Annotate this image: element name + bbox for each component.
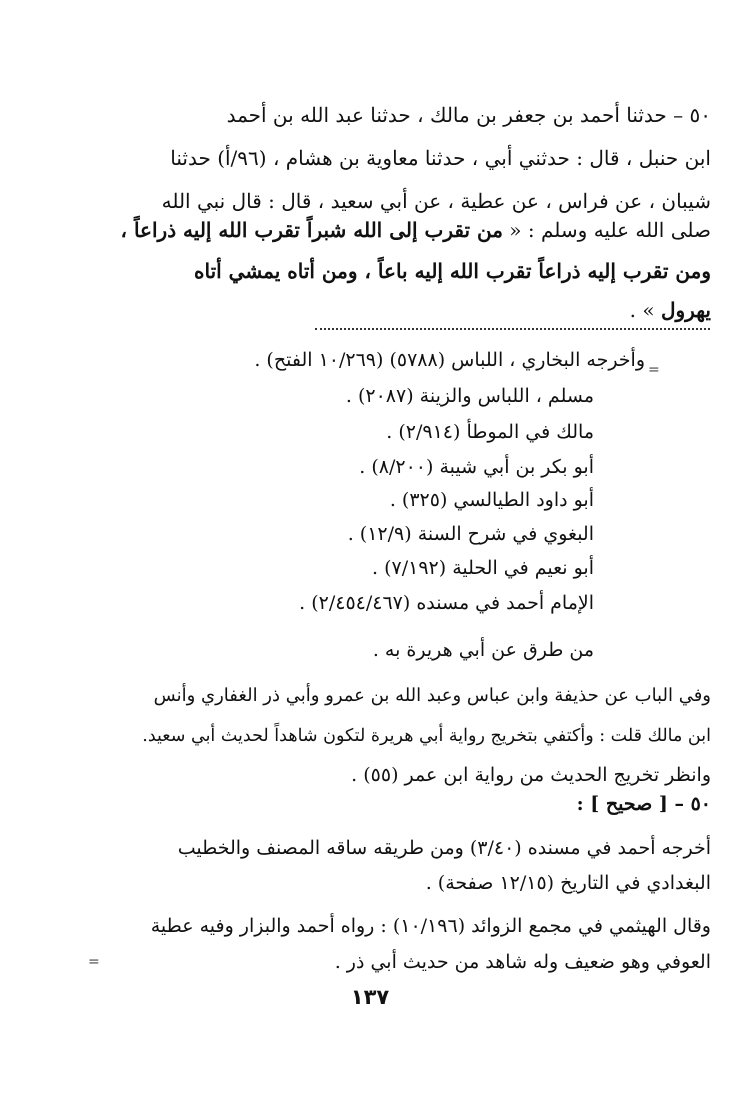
footnote-line-10: وفي الباب عن حذيفة وابن عباس وعبد الله بن عمرو وأبي ذر الغفاري وأنس [153,685,711,706]
footnote-line-12: وانظر تخريج الحديث من رواية ابن عمر (٥٥) . [351,764,711,786]
hadith-closing: » . [629,298,655,322]
footnote-line-15: البغدادي في التاريخ (١٢/١٥ صفحة) . [425,872,711,894]
hadith-line-2: ابن حنبل ، قال : حدثني أبي ، حدثنا معاوية بن هشام ، (٩٦/أ) حدثنا [170,146,711,170]
margin-mark: = [648,362,660,378]
hadith-line-5: ومن تقرب إليه ذراعاً تقرب الله إليه باعاً ، ومن أتاه يمشي أتاه [194,259,711,283]
footnote-line-1: وأخرجه البخاري ، اللباس (٥٧٨٨) (١٠/٢٦٩ الفتح) . [254,349,645,371]
hadith-intro: صلى الله عليه وسلم : « [509,218,711,242]
footnote-line-4: أبو بكر بن أبي شيبة (٨/٢٠٠) . [359,456,594,478]
margin-mark: = [88,954,100,970]
footnote-line-3: مالك في الموطأ (٢/٩١٤) . [386,421,594,443]
footnote-line-8: الإمام أحمد في مسنده (٢/٤٥٤/٤٦٧) . [299,592,594,614]
hadith-line-6 [630,295,711,325]
footnote-line-17: العوفي وهو ضعيف وله شاهد من حديث أبي ذر . [334,951,711,973]
footnote-line-2: مسلم ، اللباس والزينة (٢٠٨٧) . [345,385,594,407]
footnote-separator [315,328,710,330]
hadith-line-4 [121,215,711,245]
footnote-line-14: أخرجه أحمد في مسنده (٣/٤٠) ومن طريقه ساقه المصنف والخطيب [177,837,711,859]
footnote-line-5: أبو داود الطيالسي (٣٢٥) . [389,489,594,511]
footnote-line-11: ابن مالك قلت : وأكتفي بتخريج رواية أبي هريرة لتكون شاهداً لحديث أبي سعيد. [142,726,711,746]
hadith-line-3: شيبان ، عن فراس ، عن عطية ، عن أبي سعيد ، قال : قال نبي الله [161,189,711,213]
footnote-line-16: وقال الهيثمي في مجمع الزوائد (١٠/١٩٦) : رواه أحمد والبزار وفيه عطية [150,915,711,937]
hadith-quote-start: من تقرب إلى الله شبراً تقرب الله إليه ذراعاً ، [120,218,503,242]
footnote-line-7: أبو نعيم في الحلية (٧/١٩٢) . [372,557,594,579]
grading-heading: ٥٠ – [ صحيح ] : [576,793,711,815]
footnote-line-9: من طرق عن أبي هريرة به . [372,639,594,661]
hadith-quote-end: يهرول [660,298,711,322]
hadith-line-1: ٥٠ – حدثنا أحمد بن جعفر بن مالك ، حدثنا عبد الله بن أحمد [226,103,711,127]
page-number: ١٣٧ [350,985,390,1009]
footnote-line-6: البغوي في شرح السنة (١٢/٩) . [347,523,594,545]
